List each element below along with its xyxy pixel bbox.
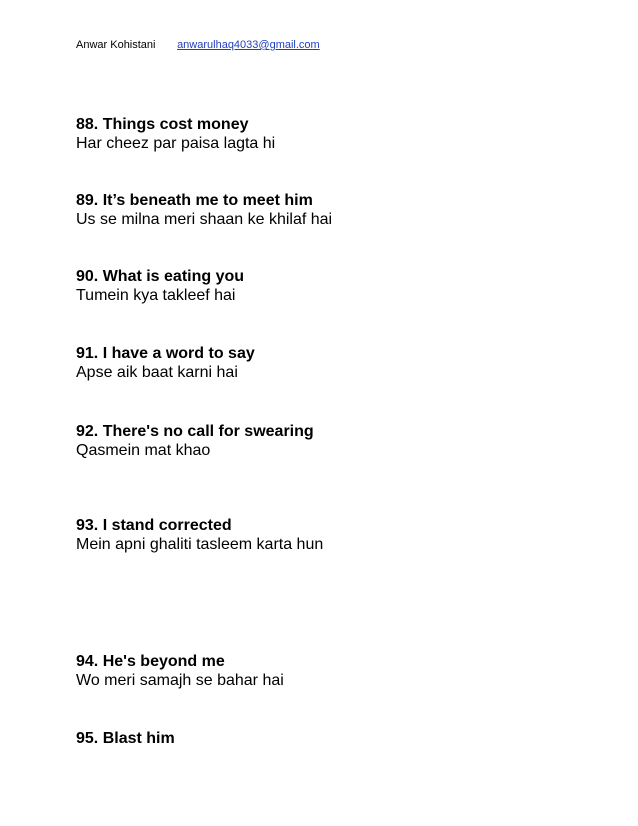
phrase-english: 89. It’s beneath me to meet him <box>76 192 313 209</box>
phrase-translation: Wo meri samajh se bahar hai <box>76 672 284 689</box>
phrase-item <box>76 344 596 382</box>
phrase-translation: Us se milna meri shaan ke khilaf hai <box>76 211 333 228</box>
phrase-english: 93. I stand corrected <box>76 517 232 534</box>
author-name: Anwar Kohistani <box>76 39 156 51</box>
phrase-item <box>76 729 596 748</box>
phrase-item <box>76 422 596 460</box>
phrase-item <box>76 191 596 229</box>
phrase-item <box>76 267 596 305</box>
phrase-english: 88. Things cost money <box>76 116 249 133</box>
phrase-translation: Mein apni ghaliti tasleem karta hun <box>76 536 324 553</box>
page-header <box>76 38 320 52</box>
phrase-translation: Tumein kya takleef hai <box>76 287 236 304</box>
phrase-item <box>76 516 596 554</box>
phrase-translation: Qasmein mat khao <box>76 442 211 459</box>
phrase-item <box>76 652 596 690</box>
phrase-english: 95. Blast him <box>76 730 175 747</box>
email-link[interactable]: anwarulhaq4033@gmail.com <box>177 39 320 51</box>
phrase-translation: Apse aik baat karni hai <box>76 364 238 381</box>
phrase-english: 90. What is eating you <box>76 268 245 285</box>
phrase-translation: Har cheez par paisa lagta hi <box>76 135 276 152</box>
phrase-item <box>76 115 596 153</box>
phrase-english: 92. There's no call for swearing <box>76 423 314 440</box>
phrase-english: 94. He's beyond me <box>76 653 225 670</box>
phrase-english: 91. I have a word to say <box>76 345 255 362</box>
